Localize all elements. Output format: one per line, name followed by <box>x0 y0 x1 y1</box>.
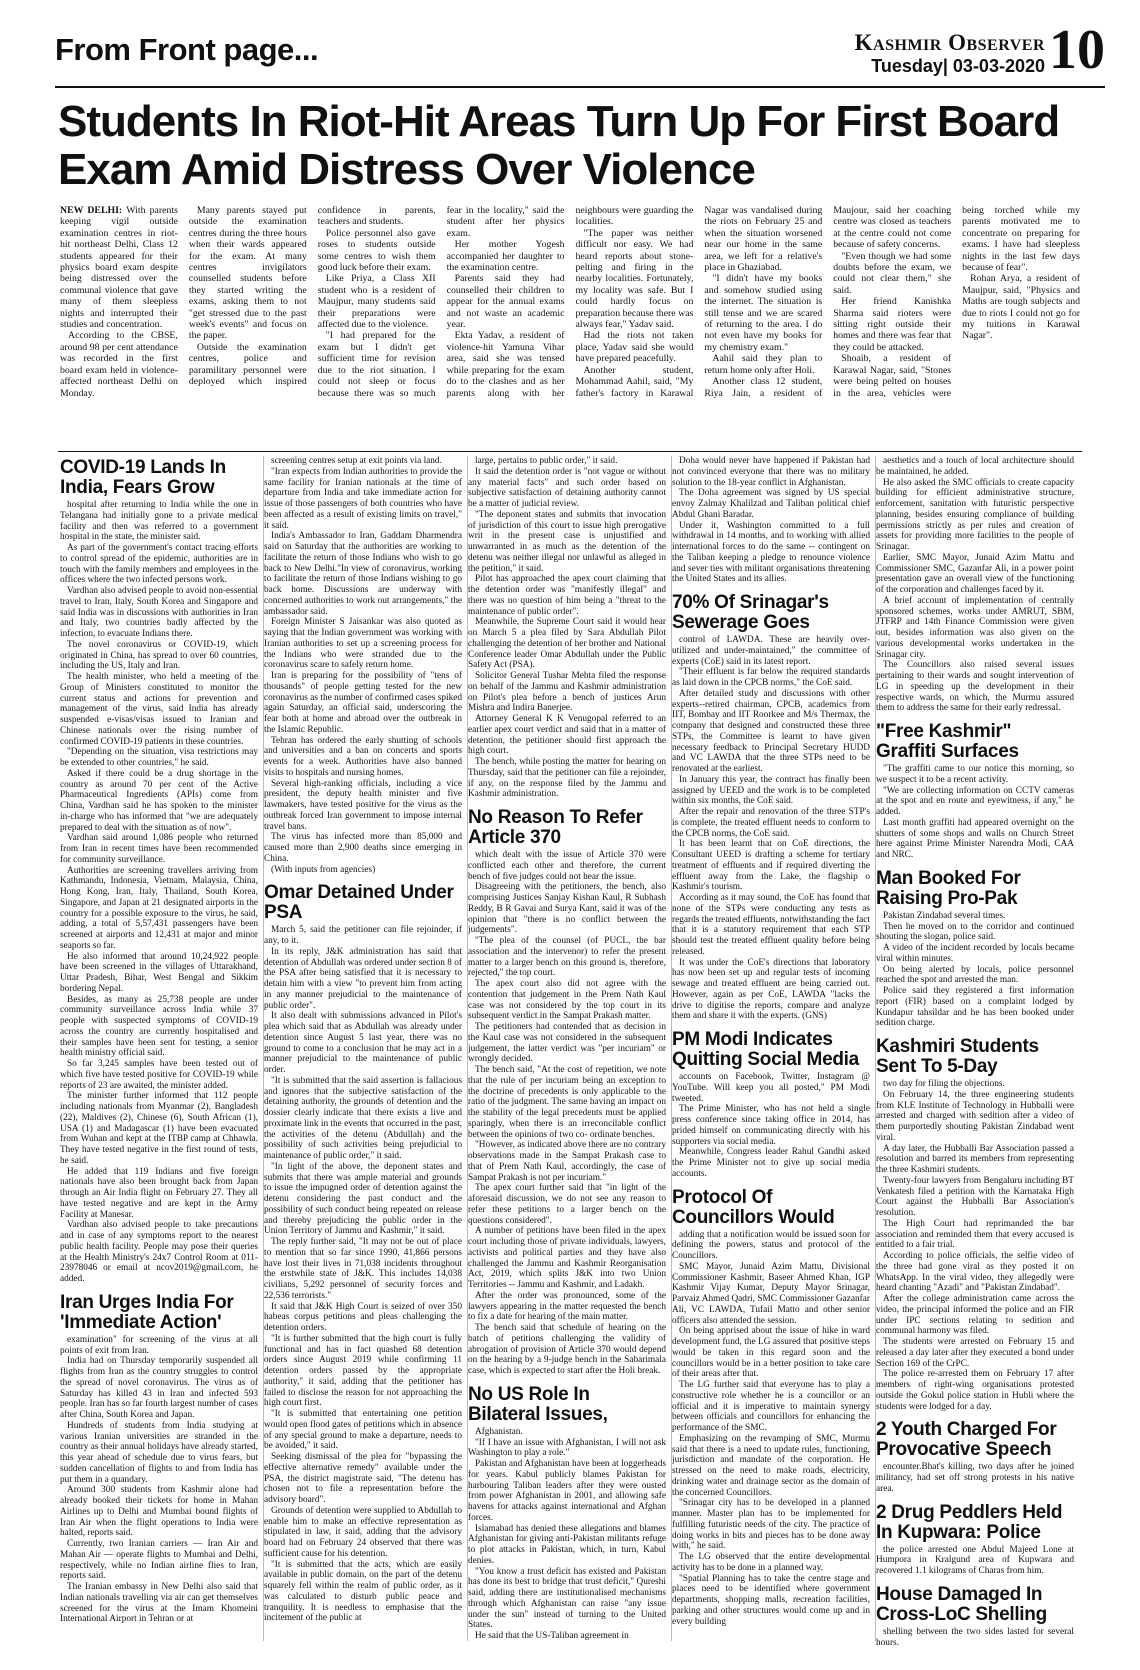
lead-paragraph: Ekta Yadav, a resident of violence-hit Yamuna Vihar area, said she was tensed while preparing for the exam do to the clashes and as her parents along with her neighbours were guarding the localities. <box>446 205 694 399</box>
story-paragraph: March 5, said the petitioner can file rejoinder, if any, to it. <box>264 925 462 946</box>
story-paragraph: Then he moved on to the corridor and continued shouting the slogan, police said. <box>876 921 1074 943</box>
story-paragraph: Meanwhile, Congress leader Rahul Gandhi asked the Prime Minister not to give up social media accounts. <box>672 1147 870 1179</box>
story-paragraph: The petitioners had contended that as decision in the Kaul case was not considered in the subsequent judgement, the latter verdict was "per incuriam" or wrongly decided. <box>468 1022 666 1065</box>
brand-name: Kashmir Observer <box>854 30 1045 55</box>
story-headline: 2 Youth Charged For Provocative Speech <box>876 1419 1057 1461</box>
story-paragraph: As part of the government's contact tracing efforts to control spread of the epidemic, authorities are in touch with the family members and employees in the offices where the two infected persons work. <box>60 543 258 586</box>
lead-paragraph: Rohan Arya, a resident of Maujpur, said, "Physics and Maths are tough subjects and due to riots I could not go for my tuitions in Karawal Nagar". <box>962 273 1080 342</box>
lead-paragraph: Shoaib, a resident of Karawal Nagar, said, "Stones were being pelted on houses in the area, vehicles were being torched while my parents motivated me to concentrate on preparing for exams. I have had sleepless nights in the last few days because of fear". <box>833 205 1080 399</box>
story-paragraph: Pakistan and Afghanistan have been at loggerheads for years. Kabul publicly blames Pakistan for harbouring Taliban leaders after they were ousted from power Afghanistan in 2001, and allowing safe havens for attacks against international and Afghan forces. <box>468 1459 666 1523</box>
story-paragraph: aesthetics and a touch of local architecture should be maintained, he added. <box>876 456 1074 477</box>
story-paragraph: The reply further said, "It may not be out of place to mention that so far since 1990, 41,866 persons have lost their lives in 71,038 incidents throughout the erstwhile state of J&K. This includes 14,038 civilians, 5,292 personnel of security forces and 22,536 terrorists." <box>264 1237 462 1301</box>
story-paragraph: "The graffiti came to our notice this morning, so we suspect it to be a recent activity. <box>876 764 1074 785</box>
story-headline: "Free Kashmir" Graffiti Surfaces <box>876 721 1019 762</box>
story-paragraph: control of LAWDA. These are heavily over-utilized and under-maintained," the committee of experts (CoE) said in its latest report. <box>672 635 870 667</box>
story-paragraph: encounter.Bhat's killing, two days after he joined militancy, had set off strong protests in his native area. <box>876 1462 1074 1494</box>
story-paragraph: The bench said that schedule of hearing on the batch of petitions challenging the validity of abrogation of provision of Article 370 would depend on the hearing by a 9-judge bench in the Sabarimala case, which is expected to start after the Holi break. <box>468 1323 666 1376</box>
story-paragraph: Under it, Washington committed to a full withdrawal in 14 months, and to working with allied international forces to do the same -- contingent on the Taliban keeping a pledge to renounce violence and sever ties with militant organisations threatening the United States and its allies. <box>672 520 870 585</box>
story-paragraph: Doha would never have happened if Pakistan had not convinced everyone that there was no military solution to the 18-year conflict in Afghanistan. <box>672 456 870 488</box>
story-paragraph: Last month graffiti had appeared overnight on the shutters of some shops and walls on Church Street here against Prime Minister Narendra Modi, CAA and NRC. <box>876 817 1074 860</box>
story-paragraph: Islamabad has denied these allegations and blames Afghanistan for giving anti-Pakistan militants refuge to plot attacks in Pakistan, which, in turn, Kabul denies. <box>468 1523 666 1566</box>
masthead <box>55 19 1105 88</box>
story-paragraph: It said that J&K High Court is seized of over 350 habeas corpus petitions and pleas challenging the detention orders. <box>264 1301 462 1333</box>
story-paragraph: He also informed that around 10,24,922 people have been screened in the villages of Uttarakhand, Uttar Pradesh, Bihar, West Bengal and Sikkim bordering Nepal. <box>60 951 258 994</box>
story-paragraph: Iran is preparing for the possibility of "tens of thousands" of people getting tested for the new coronavirus as the number of confirmed cases spiked again Saturday, an official said, underscoring the fear both at home and abroad over the outbreak in the Islamic Republic. <box>264 671 462 735</box>
story-paragraph: Meanwhile, the Supreme Court said it would hear on March 5 a plea filed by Sara Abdullah Pilot challenging the detention of her brother and National Conference leader Omar Abdullah under the Public Safety Act (PSA). <box>468 617 666 671</box>
story-paragraph: Authorities are screening travellers arriving from Kathmandu, Indonesia, Vietnam, Malaysia, China, Hong Kong, Iran, Italy, Thailand, South Korea, Singapore, and Japan at 21 designated airports in the country for a possible exposure to the virus, he said, adding, a total of 5,57,431 passengers have been screened at airports and 12,431 at major and minor seaports so far. <box>60 865 258 951</box>
lead-paragraph: Many parents stayed put outside the examination centres during the three hours when their wards appeared for the exam. At many centres invigilators counselled students before they started writing the exams, asking them to not "get stressed due to the past week's events" and focus on the paper. <box>188 205 307 342</box>
story-paragraph: So far 3,245 samples have been tested out of which five have tested positive for COVID-19 while reports of 23 are awaited, the minister added. <box>60 1059 258 1091</box>
story-paragraph: It was under the CoE's directions that laboratory has now been set up and regular tests of incoming sewage and treated effluent are being carried out. However, again as per CoE, LAWDA "lacks the drive to digitise the reports, compare and analyze them and share it with the experts. (GNS) <box>672 957 870 1022</box>
dateline: NEW DELHI: <box>60 205 127 216</box>
story-paragraph: A number of petitions have been filed in the apex court including those of private individuals, lawyers, activists and political parties and they have also challenged the Jammu and Kashmir Reorganisation Act, 2019, which splits J&K into two Union Territories -- Jammu and Kashmir, and Ladakh. <box>468 1226 666 1290</box>
story-paragraph: The bench said, "At the cost of repetition, we note that the rule of per incuriam being an exception to the doctrine of precedents is only applicable to the ratio of the judgment. The same having an impact on the stability of the legal precedents must be applied sparingly, when there is an irreconcilable conflict between the opinions of two co- ordinate benches. <box>468 1065 666 1140</box>
story-paragraph: "However, as indicated above there are no contrary observations made in the Sampat Prakash case to that of Prem Nath Kaul, accordingly, the case of Sampat Prakash is not per incuriam." <box>468 1140 666 1183</box>
main-headline: Students In Riot-Hit Areas Turn Up For First Board Exam Amid Distress Over Violence <box>58 97 1060 194</box>
story-paragraph: The High Court had reprimanded the bar association and reminded them that every accused is entitled to a fair trial. <box>876 1218 1074 1251</box>
lead-paragraph: According to the CBSE, around 98 per cent attendance was recorded in the first board exam held in violence-affected northeast Delhi on Monday. <box>60 330 178 399</box>
lead-paragraph: Aahil said they plan to return home only after Holi. <box>704 353 823 376</box>
story-paragraph: SMC Mayor, Junaid Azim Mattu, Divisional Commissioner Kashmir, Baseer Ahmed Khan, IGP Kashmir Vijay Kumar, Deputy Mayor Srinagar, Parvaiz Ahmed Qadri, SMC Commissioner Gazanfar Ali, VC LAWDA, Tufail Matto and other senior officers also attended the session. <box>672 1261 870 1326</box>
story-paragraph: Several high-ranking officials, including a vice president, the deputy health minister and five lawmakers, have tested positive for the virus as the outbreak forced Iran government to impose internal travel bans. <box>264 778 462 832</box>
story-paragraph: The apex court further said that "in light of the aforesaid discussion, we do not see any reason to refer these petitions to a larger bench on the questions considered". <box>468 1183 666 1226</box>
story-paragraph: "In light of the above, the deponent states and submits that there was ample material and grounds to issue the impugned order of detention against the detenu considering the past conduct and the possibility of such conduct being repeated on release and thereby prejudicing the public order in the Union Territory of Jammu and Kashmir," it said. <box>264 1161 462 1237</box>
story-paragraph: Asked if there could be a drug shortage in the country as around 70 per cent of the Active Pharmaceutical Ingredients (APIs) come from China, Vardhan said he has spoken to the minister in-charge who has informed that "we are adequately prepared to deal with the situation as of now". <box>60 768 258 833</box>
story-paragraph: India had on Thursday temporarily suspended all flights from Iran as the country struggles to control the spread of novel coronavirus. The virus as of Saturday has killed 43 in Iran and infected 593 people. Iran has so far fourth largest number of cases after China, South Korea and Japan. <box>60 1356 258 1420</box>
brand <box>855 30 1045 77</box>
column-5 <box>876 456 1074 1648</box>
story-paragraph: Grounds of detention were supplied to Abdullah to enable him to make an effective representation as stipulated in law, it said, adding that the advisory board had on February 24 observed that there was sufficient cause for his detention. <box>264 1505 462 1559</box>
story-paragraph: The LG further said that everyone has to play a constructive role whether he is a councillor or an official and it is imperative to maintain synergy between officials and councillors for enhancing the performance of the SMC. <box>672 1380 870 1433</box>
page-number: 10 <box>1049 19 1105 81</box>
story-paragraph: On February 14, the three engineering students from KLE Institute of Technology in Hubballi were arrested and charged with sedition after a video of them purportedly shouting Pakistan Zindabad went viral. <box>876 1089 1074 1143</box>
story-paragraph: adding that a notification would be issued soon for defining the powers, status and protocol of the Councillors. <box>672 1229 870 1261</box>
story-paragraph: Pakistan Zindabad several times. <box>883 910 1006 921</box>
story-paragraph: The novel coronavirus or COVID-19, which originated in China, has spread to over 60 countries, including the US, Italy and Iran. <box>60 639 258 672</box>
story-paragraph: It also dealt with submissions advanced in Pilot's plea which said that as Abdullah was already under detention since August 5 last year, there was no ground to come to a conclusion that he may act in a manner prejudicial to the maintenance of public order. <box>264 1011 462 1075</box>
story-paragraph: Emphasizing on the revamping of SMC, Murmu said that there is a need to update rules, functioning, jurisdiction and mandate of the corporation. He stressed on the need to make roads, electricity, drinking water and drainage sector as the domain of the concerned Councillors. <box>672 1433 870 1498</box>
story-paragraph: He also asked the SMC officials to create capacity building for efficient administrative structure, enforcement, sanitation with futuristic perspective planning, besides ensuring compliance of building permissions strictly as per rules and creation of assets for providing more facilities to the people of Srinagar. <box>876 477 1074 552</box>
story-headline: Iran Urges India For 'Immediate Action' <box>60 1291 234 1333</box>
story-paragraph: After the order was pronounced, some of the lawyers appearing in the matter requested the bench to fix a date for hearing of the main matter. <box>468 1290 666 1323</box>
story-headline: Kashmiri Students Sent To 5-Day <box>876 1036 1039 1077</box>
story-paragraph: According to police officials, the selfie video of the three had gone viral as they posted it on WhatsApp. In the viral video, they allegedly were heard chanting "Azadi" and "Pakistan Zindabad". <box>876 1251 1074 1294</box>
story-paragraph: The police re-arrested them on February 17 after members of right-wing organisations protested outside the Gokul police station in Hubli where the students were lodged for a day. <box>876 1369 1074 1412</box>
story-paragraph: accounts on Facebook, Twitter, Instagram @ YouTube. Will keep you all posted," PM Modi tweeted. <box>672 1072 870 1104</box>
story-paragraph: Seeking dismissal of the plea for "bypassing the effective alternative remedy" available under the PSA, the district magistrate said, "The detenu has chosen not to file a representation before the advisory board". <box>264 1452 462 1505</box>
story-paragraph: Solicitor General Tushar Mehta filed the response on behalf of the Jammu and Kashmir administration on Pilot's plea before a bench of justices Arun Mishra and Indira Banerjee. <box>468 671 666 714</box>
story-headline: Omar Detained Under PSA <box>264 882 454 924</box>
issue-date: Tuesday| 03-03-2020 <box>871 56 1045 76</box>
story-paragraph: The Prime Minister, who has not held a single press conference since taking office in 2014, has prided himself on communicating directly with his supporters via social media. <box>672 1104 870 1147</box>
column-divider <box>875 456 876 1641</box>
story-paragraph: "It is submitted that entertaining one petition would open flood gates of petitions which in absence of any special ground to make a departure, needs to be avoided," it said. <box>264 1409 462 1452</box>
story-paragraph: He said that the US-Taliban agreement in <box>475 1631 629 1641</box>
story-paragraph: shelling between the two sides lasted for several hours. <box>876 1626 1074 1648</box>
lead-paragraph: Her friend Kanishka Sharma said rioters were sitting right outside their homes and there was fear that they could be attacked. <box>833 296 952 353</box>
lead-paragraph: Another student, Mohammad Aahil, said, "My father's factory in Karawal Nagar was vandalised during the riots on February 25 and when the situation worsened near our home in the same area, we left for a relative's place in Ghaziabad. <box>575 205 823 399</box>
story-paragraph: The Iranian embassy in New Delhi also said that Indian nationals travelling via air can get themselves screened for the virus at the Imam Khomeini International Airport in Tehran or at <box>60 1582 258 1625</box>
story-paragraph: Police said they registered a first information report (FIR) based on a complaint lodged by Kundapur tahsildar and he has been booked under sedition charge. <box>876 986 1074 1029</box>
story-paragraph: After the college administration came across the video, the principal informed the police and an FIR under IPC sections relating to sedition and communal harmony was filed. <box>876 1294 1074 1337</box>
story-paragraph: "It is submitted that the said assertion is fallacious and ignores that the subjective satisfaction of the detaining authority, the grounds of detention and the dossier clearly indicate that there exists a live and proximate link in the events that occurred in the past, the activities of the detenu (Abdullah) and the possibility of such activities being prejudicial to maintenance of public order," it said. <box>264 1075 462 1161</box>
story-paragraph: The Councillors also raised several issues pertaining to their wards and sought intervention of LG in speeding up the development in their respective wards, on which, the Murmu assured them to address the same for their early redressal. <box>876 660 1074 714</box>
story-paragraph: India's Ambassador to Iran, Gaddam Dharmendra said on Saturday that the authorities are working to facilitate the return of those Indians who wish to go back to New Delhi."In view of coronavirus, working to facilitate the return of those Indians wishing to go back home. Discussions are underway with concerned authorities to work out arrangements," the ambassador said. <box>264 531 462 617</box>
story-paragraph: "Iran expects from Indian authorities to provide the same facility for Iranian nationals at the time of departure from India and take immediate action for issue of those passengers of both countries who have been affected as a result of existing limits on travel," it said. <box>264 466 462 531</box>
column-divider <box>263 456 264 1641</box>
story-paragraph: "The deponent states and submits that invocation of jurisdiction of this court to issue high prerogative writ in the present case is unjustified and unwarranted in as much as the detention of the detenu was neither illegal nor unlawful as alleged in the petition," it said. <box>468 509 666 574</box>
story-headline: No US Role In Bilateral Issues, <box>468 1383 608 1425</box>
story-paragraph: On being alerted by locals, police personnel reached the spot and arrested the man. <box>876 964 1074 986</box>
story-paragraph: A brief account of implementation of centrally sponsored schemes, works under AMRUT, SBM, JTFRP and 14th Finance Commission were given out, besides information was also given on the various developmental works undertaken in the Srinagar city. <box>876 595 1074 660</box>
lead-paragraph: Another class 12 student, Riya Jain, a resident of Maujour, said her coaching centre was closed as teachers at the centre could not come because of safety concerns. <box>704 205 952 399</box>
section-label: From Front page... <box>55 32 319 67</box>
story-paragraph: (With inputs from agencies) <box>271 864 376 875</box>
lead-paragraph: NEW DELHI: With parents keeping vigil outside examination centres in riot-hit northeast Delhi, Class 12 students appeared for their physics board exam despite being distressed over the communal violence that gave many of them sleepless nights and interrupted their studies and concentration. <box>60 205 178 331</box>
story-paragraph: "The plea of the counsel (of PUCL, the bar association and the intervenor) to refer the present matter to a larger bench on this ground is, therefore, rejected," the top court. <box>468 936 666 979</box>
story-paragraph: The LG observed that the entire developmental activity has to be done in a planned way. <box>672 1552 870 1573</box>
lead-paragraph: "I didn't have my books and somehow studied using the internet. The situation is still tense and we are scared of returning to the area. I do not even have my books for my chemistry exam." <box>704 273 823 353</box>
story-paragraph: A day later, the Hubballi Bar Association passed a resolution and barred its members from representing the three Kashmiri students. <box>876 1143 1074 1175</box>
lead-paragraph: Like Priya, a Class XII student who is a resident of Maujpur, many students said their preparations were affected due to the violence. <box>317 273 436 331</box>
lead-paragraph: Her mother Yogesh accompanied her daughter to the examination centre. <box>446 239 565 274</box>
story-paragraph: The Doha agreement was signed by US special envoy Zalmay Khalilzad and Taliban political chief Abdul Ghani Baradar. <box>672 488 870 520</box>
story-paragraph: A video of the incident recorded by locals became viral within minutes. <box>876 943 1074 964</box>
section-divider <box>58 451 1082 452</box>
story-headline: PM Modi Indicates Quitting Social Media <box>672 1029 859 1070</box>
story-headline: COVID-19 Lands In India, Fears Grow <box>60 457 226 498</box>
story-paragraph: According as it may sound, the CoE has found that none of the STPs were conducting any tests as regards the treated effluents, notwithstanding the fact that it is a statutory requirement that each STP should test the treated effluent quality before being released. <box>672 893 870 957</box>
story-paragraph: After detailed study and discussions with other experts--retired chairman, CPCB, academics from IIT, Bombay and IIT Roorkee and M/s Thermax, the company that designed and constructed these three STPs, the Committee is learnt to have given necessary feedback to Principal Secretary HUDD and VC LAWDA that the three STPs need to be renovated at the earliest. <box>672 688 870 774</box>
story-paragraph: "Spatial Planning has to take the centre stage and places need to be identified where government departments, shopping malls, recreation facilities, parking and other structures would come up and in every building <box>672 1573 870 1627</box>
story-paragraph: The students were arrested on February 15 and released a day later after they executed a bond under Section 169 of the CrPC. <box>876 1337 1074 1369</box>
story-paragraph: "It is further submitted that the high court is fully functional and has in fact quashed 68 detention orders since August 2019 while confirming 11 detention orders passed by the appropriate authority," it said, adding that the petitioner has failed to disclose the reason for not approaching the high court first. <box>264 1333 462 1409</box>
column-4 <box>672 456 870 1641</box>
story-headline: Protocol Of Councillors Would <box>672 1186 835 1228</box>
story-paragraph: "It is submitted that the acts, which are easily available in public domain, on the part of the detenu squarely fell within the realm of public order, as it was calculated to disturb public peace and tranquility. It is needless to emphasise that the incitement of the public at <box>264 1559 462 1624</box>
story-paragraph: The virus has infected more than 85,000 and caused more than 2,900 deaths since emerging in China. <box>264 832 462 864</box>
story-paragraph: two day for filing the objections. <box>883 1079 1005 1089</box>
story-paragraph: Twenty-four lawyers from Bengaluru including BT Venkatesh filed a petition with the Karnataka High Court against the Hubballi Bar Association's resolution. <box>876 1175 1074 1218</box>
masthead-rule <box>55 86 1105 88</box>
lead-paragraph: "Even though we had some doubts before the exam, we could not clear them," she said. <box>833 250 952 296</box>
story-paragraph: Vardhan also advised people to take precautions and in case of any symptoms report to the nearest public health facility. People may pose their queries at the Health Ministry's 24x7 Control Room at 011-23978046 or email at ncov2019@gmail.com, he added. <box>60 1220 258 1284</box>
story-headline: 2 Drug Peddlers Held In Kupwara: Police <box>876 1501 1063 1543</box>
story-paragraph: In its reply, J&K administration has said that detention of Abdullah was ordered under section 8 of the PSA after being satisfied that it is necessary to detain him with a view "to prevent him from acting in any manner prejudicial to the maintenance of public order". <box>264 946 462 1011</box>
story-paragraph: In January this year, the contract has finally been assigned by UEED and the work is to be completed within six months, the CoE said. <box>672 774 870 807</box>
story-paragraph: "Their effluent is far below the required standards as laid down in the CPCB norms," the CoE said. <box>672 667 870 688</box>
column-divider <box>671 456 672 1641</box>
column-2 <box>264 456 462 1641</box>
lead-paragraph: Parents said they had counselled their children to appear for the annual exams and not waste an academic year. <box>446 273 565 331</box>
story-paragraph: The bench, while posting the matter for hearing on Thursday, said that the petitioner can file a rejoinder, if any, on the response filed by the Jammu and Kashmir administration. <box>468 757 666 800</box>
story-paragraph: Vardhan also advised people to avoid non-essential travel to Iran, Italy, South Korea and Singapore and said India was in discussions with authorities in Iran and Italy, two countries badly affected by the infection, to evacuate Indians there. <box>60 586 258 639</box>
lead-paragraph: Outside the examination centres, police and paramilitary personnel were deployed which inspired confidence in parents, teachers and students. <box>188 205 436 388</box>
story-paragraph: which dealt with the issue of Article 370 were conflicted each other and therefore, the current bench of five judges could not hear the issue. <box>468 850 666 882</box>
story-paragraph: Foreign Minister S Jaisankar was also quoted as saying that the Indian government was working with Iranian authorities to set up a screening process for the Indians who were stranded due to the coronavirus scare to safely return home. <box>264 617 462 671</box>
story-paragraph: "You know a trust deficit has existed and Pakistan has done its best to bridge that trust deficit," Qureshi said, adding there are institutionalised mechanisms through which Afghanistan can raise "any issue under the sun" instead of turning to the United States. <box>468 1566 666 1631</box>
story-paragraph: The minister further informed that 112 people including nationals from Myanmar (2), Bangladesh (22), Maldives (2), Chinese (6), South African (1), USA (1) and Madagascar (1) have been evacuated from Wuhan and kept at the ITBP camp at Chhawla. They have tested negative in the first round of tests, he said. <box>60 1091 258 1166</box>
story-paragraph: Hundreds of students from India studying at various Iranian universities are stranded in the country as their annual holidays have already started, this year ahead of schedule due to virus fears, but sudden cancellation of flights to and from India has put them in a quandary. <box>60 1420 258 1485</box>
column-1 <box>60 456 258 1641</box>
column-divider <box>467 456 468 1641</box>
story-paragraph: The health minister, who held a meeting of the Group of Ministers constituted to monitor the current status and actions for prevention and management of the virus, said India has already suspended e-visas/visas issued to Iranian and Chinese nationals over the rising number of confirmed COVID-19 patients in these countries. <box>60 672 258 747</box>
story-paragraph: After the repair and renovation of the three STP's is complete, the treated effluent needs to conform to the CPCB norms, the CoE said. <box>672 807 870 839</box>
story-paragraph: It has been learnt that on CoE directions, the Consultant UEED is drafting a scheme for tertiary treatment of effluents and if required diverting the effluent away from the Lake, the flagship o Kashmir's tourism. <box>672 839 870 893</box>
story-paragraph: "Depending on the situation, visa restrictions may be extended to other countries," he said. <box>60 747 258 768</box>
story-paragraph: Earlier, SMC Mayor, Junaid Azim Mattu and Commissioner SMC, Gazanfar Ali, in a power point presentation gave an overall view of the functioning of the corporation and challenges faced by it. <box>876 552 1074 595</box>
story-paragraph: "If I have an issue with Afghanistan, I will not ask Washington to play a role." <box>468 1437 666 1459</box>
story-headline: 70% Of Srinagar's Sewerage Goes <box>672 592 829 633</box>
story-paragraph: "Srinagar city has to be developed in a planned manner. Master plan has to be implemented for fulfilling futuristic needs of the city. The practice of doing works in bits and pieces has to be done away with," he said. <box>672 1498 870 1552</box>
story-paragraph: On being apprised about the issue of hike in ward development fund, the LG assured that positive steps would be taken in this regard soon and the councillors would be in a better position to take care of their areas after that. <box>672 1326 870 1380</box>
story-paragraph: He added that 119 Indians and five foreign nationals have also been brought back from Japan through an Air India flight on February 27. They all have tested negative and are kept in the Army Facility at Manesar. <box>60 1166 258 1220</box>
story-paragraph: It said the detention order is "not vague or without any material facts" and such order based on subjective satisfaction of detaining authority cannot be a matter of judicial review. <box>468 466 666 509</box>
story-headline: Man Booked For Raising Pro-Pak <box>876 867 1021 909</box>
story-paragraph: Disagreeing with the petitioners, the bench, also comprising Justices Sanjay Kishan Kaul, R Subhash Reddy, B R Gavai and Surya Kant, said it was of the opinion that "there is no conflict between the judgements". <box>468 882 666 936</box>
story-paragraph: screening centres setup at exit points via land. <box>271 456 442 466</box>
lead-paragraph: Had the riots not taken place, Yadav said she would have prepared peacefully. <box>575 330 694 365</box>
story-paragraph: large, pertains to public order," it said. <box>475 456 618 466</box>
story-paragraph: Tehran has ordered the early shutting of schools and universities and a ban on concerts and sports events for a week. Authorities have also banned visits to hospitals and nursing homes. <box>264 735 462 778</box>
lead-paragraph: "The paper was neither difficult nor easy. We had heard reports about stone-pelting and firing in the nearby localities. Fortunately, my locality was safe. But I could hardly focus on preparation because there was always fear," Yadav said. <box>575 227 694 331</box>
story-paragraph: The apex court also did not agree with the contention that judgement in the Prem Nath Kaul case was not considered by the top court in its subsequent verdict in the Sampat Prakash matter. <box>468 979 666 1022</box>
story-paragraph: Besides, as many as 25,738 people are under community surveillance across India while 37 people with suspected symptoms of COVID-19 across the country are currently hospitalised and their samples have been sent for testing, a senior health ministry official said. <box>60 994 258 1059</box>
story-paragraph: Pilot has approached the apex court claiming that the detention order was "manifestly illegal" and there was no question of him being a "threat to the maintenance of public order". <box>468 574 666 617</box>
story-paragraph: Vardhan said around 1,086 people who returned from Iran in recent times have been recommended for community surveillance. <box>60 833 258 865</box>
lead-story <box>60 205 1080 448</box>
column-3 <box>468 456 666 1641</box>
lead-paragraph: Police personnel also gave roses to students outside some centres to wish them good luck before their exam. <box>317 227 436 274</box>
story-paragraph: examination" for screening of the virus at all points of exit from Iran. <box>60 1334 258 1356</box>
story-headline: House Damaged In Cross-LoC Shelling <box>876 1583 1047 1625</box>
story-paragraph: Currently, two Iranian carriers — Iran Air and Mahan Air — operate flights to Mumbai and Delhi, respectively, while no Indian airline flies to Iran, reports said. <box>60 1539 258 1582</box>
story-headline: No Reason To Refer Article 370 <box>468 807 643 848</box>
story-paragraph: "We are collecting information on CCTV cameras at the spot and en route and eyewitness, if any," he added. <box>876 785 1074 817</box>
story-paragraph: Afghanistan. <box>475 1426 523 1437</box>
story-paragraph: Attorney General K K Venugopal referred to an earlier apex court verdict and said that in a matter of detention, the petitioner should first approach the high court. <box>468 714 666 757</box>
story-paragraph: Around 300 students from Kashmir alone had already booked their tickets for home in Mahan Airlines up to Delhi and Mumbai bound flights of Iran Air when the flight operations to India were halted, reports said. <box>60 1485 258 1539</box>
story-paragraph: the police arrested one Abdul Majeed Lone at Humpora in Kralgund area of Kupwara and recovered 1.1 kilograms of Charas from him. <box>876 1544 1074 1576</box>
lead-paragraph: "I had prepared for the exam but I didn't get sufficient time for revision due to the riot situation. I could not sleep or focus because there was so much fear in the locality," said the student after her physics exam. <box>317 205 565 399</box>
story-paragraph: hospital after returning to India while the one in Telangana had initially gone to a private medical facility and then was referred to a government hospital in the state, the minister said. <box>60 500 258 543</box>
